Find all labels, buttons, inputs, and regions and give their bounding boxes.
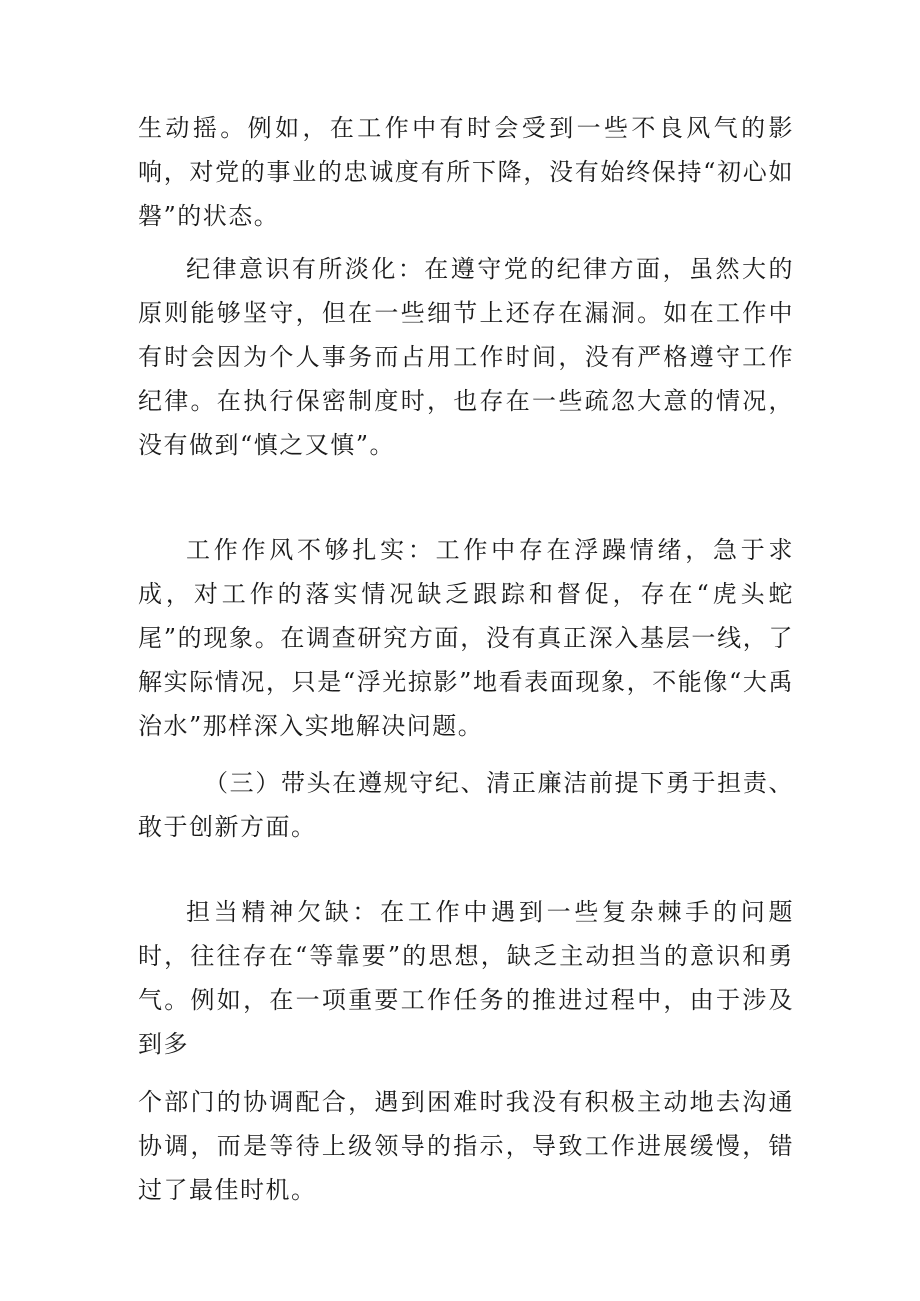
paragraph-discipline: 纪律意识有所淡化：在遵守党的纪律方面，虽然大的原则能够坚守，但在一些细节上还存在漏洞。如在工作中有时会因为个人事务而占用工作时间，没有严格遵守工作纪律。在执行保密制度时，也存在一些疏忽大意的情况，没有做到“慎之又慎”。 bbox=[138, 255, 794, 459]
section-heading-three: （三）带头在遵规守纪、清正廉洁前提下勇于担责、敢于创新方面。 bbox=[138, 769, 794, 841]
paragraph-responsibility-continued: 个部门的协调配合，遇到困难时我没有积极主动地去沟通协调，而是等待上级领导的指示，导致工作进展缓慢，错过了最佳时机。 bbox=[138, 1088, 794, 1204]
paragraph-continuation: 生动摇。例如，在工作中有时会受到一些不良风气的影响，对党的事业的忠诚度有所下降，没有始终保持“初心如磐”的状态。 bbox=[138, 114, 794, 230]
paragraph-work-style: 工作作风不够扎实：工作中存在浮躁情绪，急于求成，对工作的落实情况缺乏跟踪和督促，存在“虎头蛇尾”的现象。在调查研究方面，没有真正深入基层一线，了解实际情况，只是“浮光掠影”地看表面现象，不能像“大禹治水”那样深入实地解决问题。 bbox=[138, 536, 794, 740]
paragraph-responsibility: 担当精神欠缺：在工作中遇到一些复杂棘手的问题时，往往存在“等靠要”的思想，缺乏主动担当的意识和勇气。例如，在一项重要工作任务的推进过程中，由于涉及到多 bbox=[138, 898, 794, 1058]
